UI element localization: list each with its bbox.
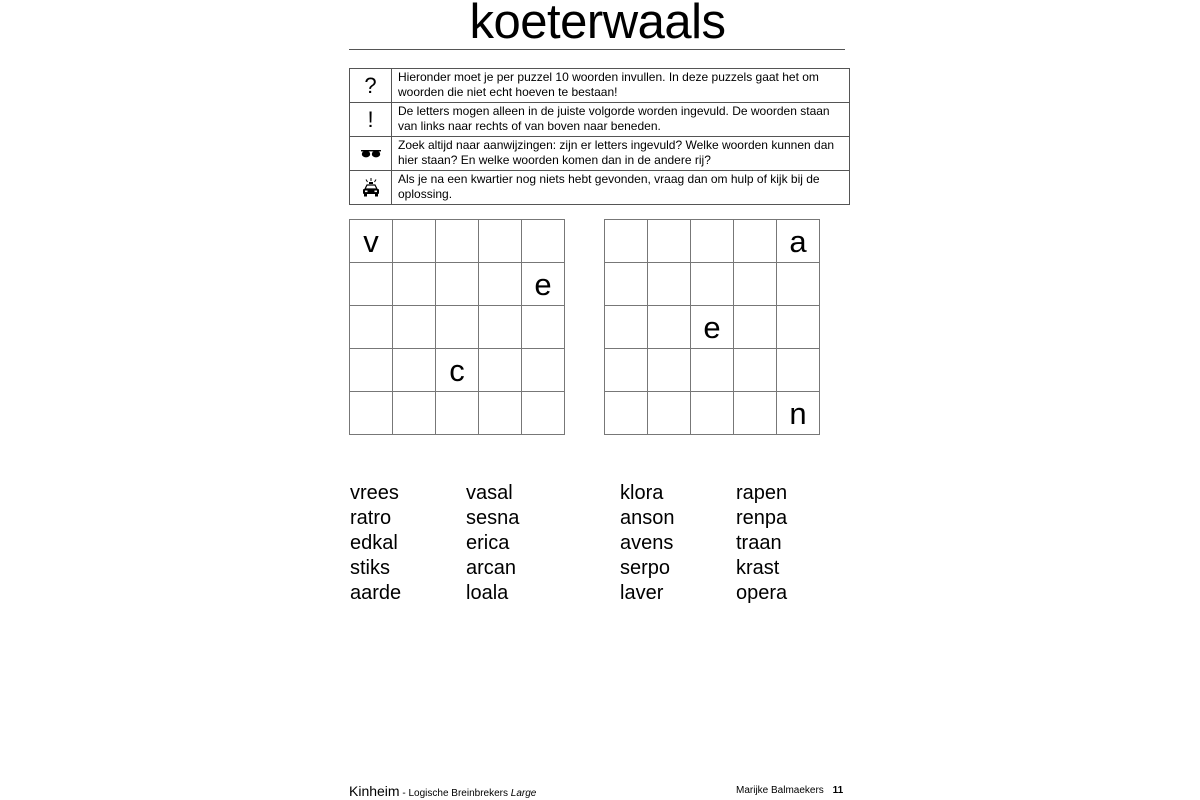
grid-cell[interactable]	[393, 220, 436, 263]
instruction-text: Zoek altijd naar aanwijzingen: zijn er letters ingevuld? Welke woorden kunnen dan hier staan? En welke woorden komen dan in de andere rij?	[392, 137, 850, 171]
instruction-text: Als je na een kwartier nog niets hebt gevonden, vraag dan om hulp of kijk bij de oplossing.	[392, 171, 850, 205]
grid-cell[interactable]	[436, 220, 479, 263]
word: avens	[620, 532, 674, 554]
grid-cell[interactable]: e	[522, 263, 565, 306]
word: opera	[736, 582, 788, 604]
publisher-logo: Kinheim	[349, 783, 400, 799]
instruction-row	[350, 69, 850, 103]
page-number: 11	[832, 785, 844, 796]
police-car-icon	[350, 171, 392, 205]
word: laver	[620, 582, 664, 604]
word: rapen	[736, 482, 788, 504]
word: ratro	[350, 507, 392, 529]
author-name: Marijke Balmaekers	[736, 785, 824, 796]
grid-cell[interactable]	[393, 306, 436, 349]
grid-cell[interactable]	[691, 392, 734, 435]
grid-cell[interactable]	[393, 392, 436, 435]
word: erica	[466, 532, 510, 554]
grid-cell[interactable]	[350, 349, 393, 392]
word: vasal	[466, 482, 513, 504]
word: klora	[620, 482, 664, 504]
word: arcan	[466, 557, 517, 579]
grid-cell[interactable]	[777, 349, 820, 392]
word: serpo	[620, 557, 671, 579]
series-name: - Logische Breinbrekers	[399, 788, 511, 799]
grid-cell[interactable]	[648, 220, 691, 263]
grid-cell[interactable]	[691, 349, 734, 392]
grid-cell[interactable]	[691, 263, 734, 306]
instructions-table	[349, 68, 850, 205]
grid-cell[interactable]	[605, 349, 648, 392]
question-mark-icon: ?	[350, 69, 392, 103]
word: sesna	[466, 507, 520, 529]
page-title: koeterwaals	[469, 0, 726, 49]
grid-cell[interactable]	[605, 392, 648, 435]
grid-cell[interactable]: v	[350, 220, 393, 263]
word: vrees	[350, 482, 399, 504]
word-list	[350, 481, 401, 606]
series-size: Large	[510, 788, 537, 799]
grid-cell[interactable]	[734, 263, 777, 306]
grid-cell[interactable]	[522, 392, 565, 435]
word: renpa	[736, 507, 788, 529]
grid-cell[interactable]	[350, 392, 393, 435]
grid-cell[interactable]	[436, 306, 479, 349]
word: traan	[736, 532, 782, 554]
grid-cell[interactable]	[479, 392, 522, 435]
grid-cell[interactable]	[436, 392, 479, 435]
grid-cell[interactable]	[648, 392, 691, 435]
puzzle-grid-left	[349, 219, 565, 435]
grid-cell[interactable]	[691, 220, 734, 263]
word-list	[466, 481, 519, 606]
word-list	[736, 481, 787, 606]
instruction-row	[350, 137, 850, 171]
grid-cell[interactable]	[479, 349, 522, 392]
word: edkal	[350, 532, 398, 554]
grid-cell[interactable]	[436, 263, 479, 306]
grid-cell[interactable]	[648, 263, 691, 306]
word: krast	[736, 557, 780, 579]
grid-cell[interactable]: a	[777, 220, 820, 263]
word-list	[620, 481, 675, 606]
grid-cell[interactable]	[393, 349, 436, 392]
grid-cell[interactable]	[605, 220, 648, 263]
grid-cell[interactable]: n	[777, 392, 820, 435]
grid-cell[interactable]	[777, 306, 820, 349]
word: stiks	[350, 557, 390, 579]
grid-cell[interactable]	[648, 349, 691, 392]
title-divider	[349, 49, 845, 50]
grid-cell[interactable]	[734, 220, 777, 263]
grid-cell[interactable]	[605, 263, 648, 306]
grid-cell[interactable]	[734, 306, 777, 349]
word: aarde	[350, 582, 402, 604]
instruction-row	[350, 171, 850, 205]
grid-cell[interactable]	[605, 306, 648, 349]
grid-cell[interactable]	[350, 306, 393, 349]
grid-cell[interactable]	[479, 220, 522, 263]
grid-cell[interactable]	[734, 349, 777, 392]
footer-right	[736, 785, 843, 797]
instruction-text: De letters mogen alleen in de juiste volgorde worden ingevuld. De woorden staan van links naar rechts of van boven naar beneden.	[392, 103, 850, 137]
grid-cell[interactable]	[522, 306, 565, 349]
grid-cell[interactable]	[479, 263, 522, 306]
instruction-text: Hieronder moet je per puzzel 10 woorden invullen. In deze puzzels gaat het om woorden die niet echt hoeven te bestaan!	[392, 69, 850, 103]
sunglasses-icon	[350, 137, 392, 171]
instruction-row	[350, 103, 850, 137]
grid-cell[interactable]: e	[691, 306, 734, 349]
grid-cell[interactable]: c	[436, 349, 479, 392]
grid-cell[interactable]	[350, 263, 393, 306]
word: anson	[620, 507, 675, 529]
grid-cell[interactable]	[734, 392, 777, 435]
exclamation-mark-icon: !	[350, 103, 392, 137]
grid-cell[interactable]	[522, 220, 565, 263]
grid-cell[interactable]	[522, 349, 565, 392]
grid-cell[interactable]	[479, 306, 522, 349]
grid-cell[interactable]	[777, 263, 820, 306]
grid-cell[interactable]	[648, 306, 691, 349]
footer-left	[349, 785, 536, 800]
puzzle-grid-right	[604, 219, 820, 435]
grid-cell[interactable]	[393, 263, 436, 306]
word: loala	[466, 582, 509, 604]
